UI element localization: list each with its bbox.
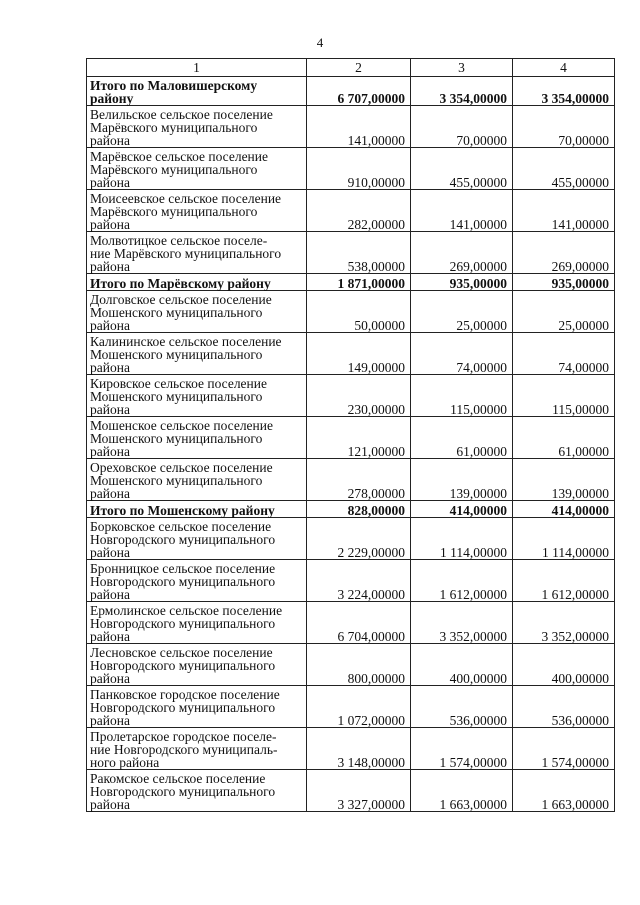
amount-column-2-cell: 6 707,00000 bbox=[307, 77, 411, 106]
municipality-name-line: Ермолинское сельское поселение bbox=[90, 603, 283, 618]
amount-column-2-cell: 2 229,00000 bbox=[307, 518, 411, 560]
table-row bbox=[87, 518, 615, 560]
municipality-name-line: Мошенское сельское поселение bbox=[90, 418, 273, 433]
municipality-name-line: Долговское сельское поселение bbox=[90, 292, 272, 307]
municipality-name-line: Марёвского муниципального bbox=[90, 162, 258, 177]
table-row bbox=[87, 417, 615, 459]
amount-column-3-cell: 3 352,00000 bbox=[411, 602, 513, 644]
amount-column-3-cell: 1 574,00000 bbox=[411, 728, 513, 770]
municipality-name-line: Лесновское сельское поселение bbox=[90, 645, 273, 660]
amount-column-4-cell: 1 574,00000 bbox=[513, 728, 615, 770]
table-body bbox=[87, 77, 615, 812]
municipality-name-cell bbox=[87, 274, 307, 291]
municipality-name-line: района bbox=[90, 217, 130, 232]
amount-column-4-cell: 536,00000 bbox=[513, 686, 615, 728]
amount-column-4-cell: 1 114,00000 bbox=[513, 518, 615, 560]
municipality-name-line: Марёвского муниципального bbox=[90, 204, 258, 219]
municipality-name-line: района bbox=[90, 175, 130, 190]
municipality-name-cell bbox=[87, 501, 307, 518]
municipality-name-cell bbox=[87, 375, 307, 417]
municipality-name-cell bbox=[87, 644, 307, 686]
municipality-name-line: района bbox=[90, 671, 130, 686]
table-row bbox=[87, 459, 615, 501]
municipality-name-line: района bbox=[90, 713, 130, 728]
amount-column-2-cell: 50,00000 bbox=[307, 291, 411, 333]
amount-column-3-cell: 61,00000 bbox=[411, 417, 513, 459]
table-row bbox=[87, 106, 615, 148]
municipality-name-cell bbox=[87, 459, 307, 501]
municipality-name-line: Мошенского муниципального bbox=[90, 389, 263, 404]
municipality-name-line: Новгородского муниципального bbox=[90, 616, 276, 631]
municipality-name-cell bbox=[87, 686, 307, 728]
amount-column-2-cell: 1 871,00000 bbox=[307, 274, 411, 291]
municipality-name-line: Ореховское сельское поселение bbox=[90, 460, 273, 475]
municipality-name-cell bbox=[87, 77, 307, 106]
municipality-name-line: Марёвское сельское поселение bbox=[90, 149, 268, 164]
municipality-name-line: района bbox=[90, 318, 130, 333]
column-header-2: 2 bbox=[307, 59, 411, 77]
municipality-name-line: Пролетарское городское поселе- bbox=[90, 729, 277, 744]
municipality-name-line: Молвотицкое сельское поселе- bbox=[90, 233, 268, 248]
municipality-name-line: Новгородского муниципального bbox=[90, 658, 276, 673]
table-total-row bbox=[87, 501, 615, 518]
municipality-name-cell bbox=[87, 232, 307, 274]
table-row bbox=[87, 333, 615, 375]
table-row bbox=[87, 728, 615, 770]
table-header-row bbox=[87, 59, 615, 77]
municipality-name-line: Итого по Мошенскому району bbox=[90, 503, 275, 518]
amount-column-4-cell: 1 663,00000 bbox=[513, 770, 615, 812]
municipality-name-cell bbox=[87, 560, 307, 602]
amount-column-4-cell: 1 612,00000 bbox=[513, 560, 615, 602]
amount-column-3-cell: 400,00000 bbox=[411, 644, 513, 686]
amount-column-3-cell: 139,00000 bbox=[411, 459, 513, 501]
amount-column-4-cell: 25,00000 bbox=[513, 291, 615, 333]
municipality-name-cell bbox=[87, 106, 307, 148]
amount-column-4-cell: 935,00000 bbox=[513, 274, 615, 291]
page-number: 4 bbox=[316, 35, 324, 50]
table-total-row bbox=[87, 77, 615, 106]
municipality-name-line: района bbox=[90, 545, 130, 560]
amount-column-4-cell: 3 352,00000 bbox=[513, 602, 615, 644]
municipality-name-line: Мошенского муниципального bbox=[90, 431, 263, 446]
table-row bbox=[87, 291, 615, 333]
column-header-4: 4 bbox=[513, 59, 615, 77]
municipality-name-cell bbox=[87, 190, 307, 232]
amount-column-3-cell: 536,00000 bbox=[411, 686, 513, 728]
municipality-name-line: района bbox=[90, 797, 130, 812]
amount-column-2-cell: 3 148,00000 bbox=[307, 728, 411, 770]
municipality-name-line: Новгородского муниципального bbox=[90, 784, 276, 799]
amount-column-4-cell: 455,00000 bbox=[513, 148, 615, 190]
amount-column-4-cell: 3 354,00000 bbox=[513, 77, 615, 106]
municipality-name-cell bbox=[87, 333, 307, 375]
municipality-name-line: Моисеевское сельское поселение bbox=[90, 191, 282, 206]
table-row bbox=[87, 148, 615, 190]
municipality-name-line: Новгородского муниципального bbox=[90, 532, 276, 547]
municipality-name-cell bbox=[87, 417, 307, 459]
amount-column-3-cell: 74,00000 bbox=[411, 333, 513, 375]
amount-column-2-cell: 149,00000 bbox=[307, 333, 411, 375]
table-row bbox=[87, 375, 615, 417]
municipality-name-line: Итого по Марёвскому району bbox=[90, 276, 271, 291]
municipality-name-line: Мошенского муниципального bbox=[90, 347, 263, 362]
amount-column-4-cell: 70,00000 bbox=[513, 106, 615, 148]
table-row bbox=[87, 560, 615, 602]
amount-column-4-cell: 269,00000 bbox=[513, 232, 615, 274]
amount-column-3-cell: 1 612,00000 bbox=[411, 560, 513, 602]
municipality-name-line: ние Новгородского муниципаль- bbox=[90, 742, 278, 757]
amount-column-2-cell: 278,00000 bbox=[307, 459, 411, 501]
municipality-name-line: района bbox=[90, 259, 130, 274]
amount-column-3-cell: 1 114,00000 bbox=[411, 518, 513, 560]
municipality-name-cell bbox=[87, 728, 307, 770]
municipality-name-line: Мошенского муниципального bbox=[90, 473, 263, 488]
amount-column-3-cell: 115,00000 bbox=[411, 375, 513, 417]
amount-column-2-cell: 538,00000 bbox=[307, 232, 411, 274]
municipality-name-line: Мошенского муниципального bbox=[90, 305, 263, 320]
municipality-name-line: района bbox=[90, 402, 130, 417]
amount-column-4-cell: 61,00000 bbox=[513, 417, 615, 459]
table-row bbox=[87, 232, 615, 274]
municipality-name-line: Новгородского муниципального bbox=[90, 700, 276, 715]
amount-column-2-cell: 3 327,00000 bbox=[307, 770, 411, 812]
municipality-name-line: Итого по Маловишерскому bbox=[90, 78, 258, 93]
municipality-name-line: Калининское сельское поселение bbox=[90, 334, 282, 349]
municipality-name-cell bbox=[87, 602, 307, 644]
amount-column-3-cell: 141,00000 bbox=[411, 190, 513, 232]
municipality-name-cell bbox=[87, 518, 307, 560]
amount-column-3-cell: 935,00000 bbox=[411, 274, 513, 291]
municipality-name-line: Борковское сельское поселение bbox=[90, 519, 272, 534]
amount-column-2-cell: 121,00000 bbox=[307, 417, 411, 459]
table-row bbox=[87, 190, 615, 232]
municipality-name-line: Панковское городское поселение bbox=[90, 687, 280, 702]
amount-column-3-cell: 414,00000 bbox=[411, 501, 513, 518]
municipality-name-line: района bbox=[90, 486, 130, 501]
table-row bbox=[87, 770, 615, 812]
amount-column-4-cell: 141,00000 bbox=[513, 190, 615, 232]
amount-column-2-cell: 141,00000 bbox=[307, 106, 411, 148]
municipality-name-cell bbox=[87, 148, 307, 190]
amount-column-3-cell: 269,00000 bbox=[411, 232, 513, 274]
municipality-name-line: района bbox=[90, 360, 130, 375]
amount-column-2-cell: 230,00000 bbox=[307, 375, 411, 417]
amount-column-2-cell: 6 704,00000 bbox=[307, 602, 411, 644]
municipality-name-line: Велильское сельское поселение bbox=[90, 107, 273, 122]
amount-column-3-cell: 3 354,00000 bbox=[411, 77, 513, 106]
amount-column-4-cell: 139,00000 bbox=[513, 459, 615, 501]
amount-column-2-cell: 282,00000 bbox=[307, 190, 411, 232]
municipality-name-cell bbox=[87, 770, 307, 812]
municipality-name-line: Новгородского муниципального bbox=[90, 574, 276, 589]
column-header-3: 3 bbox=[411, 59, 513, 77]
table-row bbox=[87, 602, 615, 644]
municipality-name-line: района bbox=[90, 133, 130, 148]
municipality-name-line: Кировское сельское поселение bbox=[90, 376, 267, 391]
municipality-name-line: ного района bbox=[90, 755, 160, 770]
municipality-name-cell bbox=[87, 291, 307, 333]
amount-column-4-cell: 400,00000 bbox=[513, 644, 615, 686]
municipality-name-line: Бронницкое сельское поселение bbox=[90, 561, 276, 576]
column-header-1: 1 bbox=[87, 59, 307, 77]
amount-column-4-cell: 115,00000 bbox=[513, 375, 615, 417]
municipality-name-line: района bbox=[90, 444, 130, 459]
amount-column-4-cell: 414,00000 bbox=[513, 501, 615, 518]
table-row bbox=[87, 686, 615, 728]
amount-column-2-cell: 828,00000 bbox=[307, 501, 411, 518]
municipality-name-line: Ракомское сельское поселение bbox=[90, 771, 266, 786]
table-row bbox=[87, 644, 615, 686]
municipality-name-line: района bbox=[90, 629, 130, 644]
amount-column-2-cell: 800,00000 bbox=[307, 644, 411, 686]
municipality-name-line: района bbox=[90, 587, 130, 602]
table-total-row bbox=[87, 274, 615, 291]
amount-column-3-cell: 70,00000 bbox=[411, 106, 513, 148]
amount-column-3-cell: 1 663,00000 bbox=[411, 770, 513, 812]
amount-column-2-cell: 910,00000 bbox=[307, 148, 411, 190]
amount-column-2-cell: 3 224,00000 bbox=[307, 560, 411, 602]
municipality-name-line: Марёвского муниципального bbox=[90, 120, 258, 135]
budget-allocation-table bbox=[86, 58, 615, 812]
amount-column-3-cell: 25,00000 bbox=[411, 291, 513, 333]
municipality-name-line: ние Марёвского муниципального bbox=[90, 246, 282, 261]
amount-column-4-cell: 74,00000 bbox=[513, 333, 615, 375]
municipality-name-line: району bbox=[90, 91, 134, 106]
amount-column-3-cell: 455,00000 bbox=[411, 148, 513, 190]
amount-column-2-cell: 1 072,00000 bbox=[307, 686, 411, 728]
